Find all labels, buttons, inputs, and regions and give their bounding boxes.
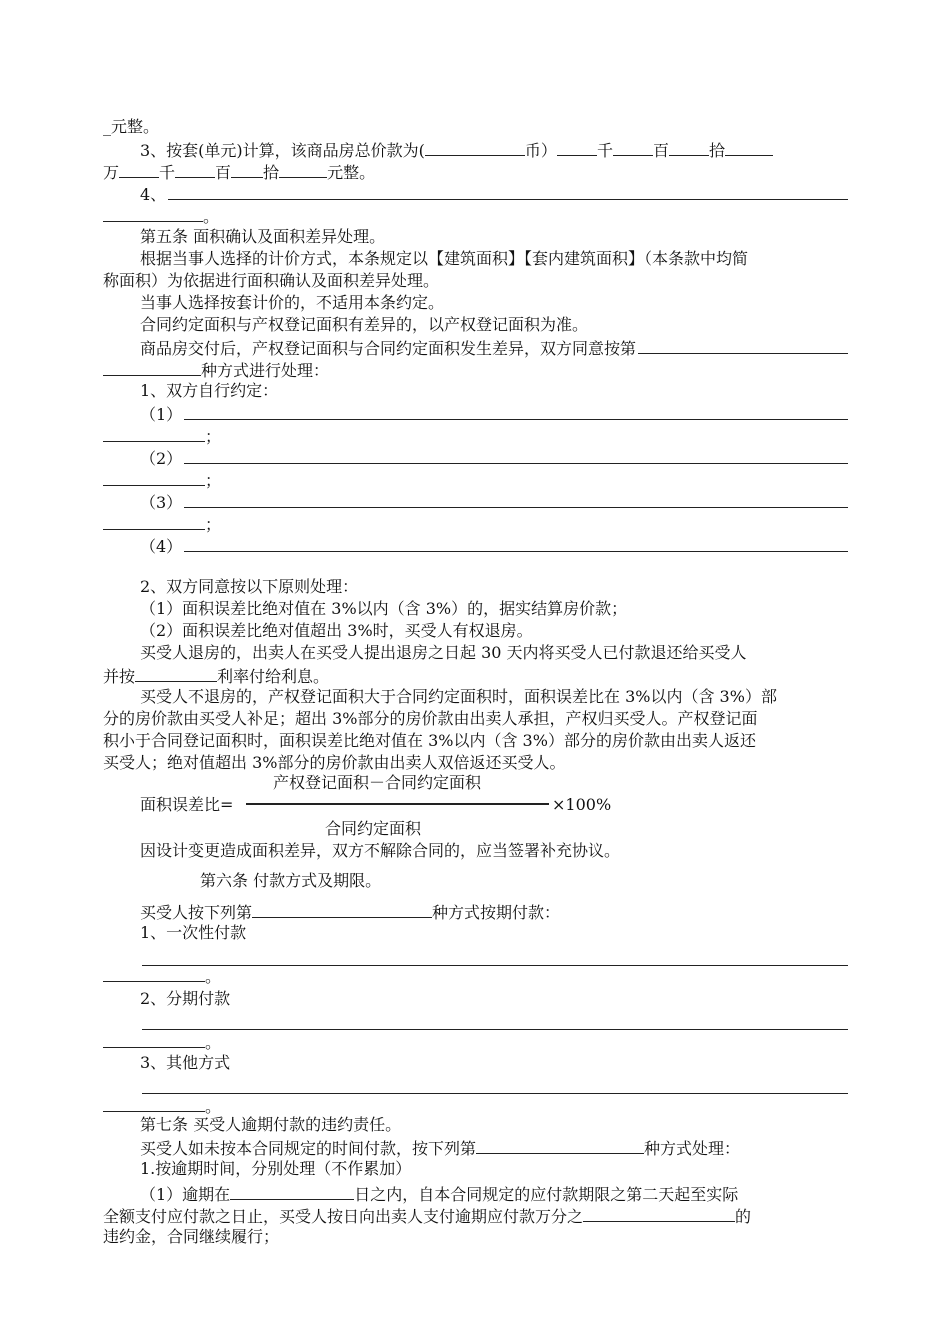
- payment-1-cont: 。: [103, 964, 848, 988]
- keep-para-d: 买受人；绝对值超出 3%部分的房价款由出卖人双倍返还买受人。: [103, 753, 566, 772]
- refund-para-a: 买受人退房的，出卖人在买受人提出退房之日起 30 天内将买受人已付款退还给买受人: [140, 643, 747, 662]
- blank[interactable]: [103, 204, 203, 222]
- keep-para-c: 积小于合同登记面积时，面积误差比绝对值在 3%以内（含 3%）部分的房价款由出卖人返还: [103, 731, 756, 750]
- blank[interactable]: [103, 964, 205, 982]
- blank-sub-4[interactable]: [184, 534, 848, 552]
- blank-sub-2[interactable]: [184, 446, 848, 464]
- payment-3: 3、其他方式: [140, 1053, 231, 1072]
- payment-3-cont: 。: [103, 1094, 848, 1118]
- blank[interactable]: [725, 138, 773, 156]
- a7-para-1: 买受人如未按本合同规定的时间付款，按下列第 种方式处理：: [140, 1136, 848, 1160]
- option-2: 2、双方同意按以下原则处理：: [140, 577, 359, 596]
- blank[interactable]: [119, 160, 159, 178]
- formula-numerator: 产权登记面积－合同约定面积: [273, 773, 482, 792]
- payment-2-cont: 。: [103, 1030, 848, 1054]
- blank-method-number[interactable]: [638, 336, 848, 354]
- blank-late-method[interactable]: [476, 1136, 644, 1154]
- a5-para-4b: 种方式进行处理：: [103, 358, 848, 382]
- a5-para-4a: 商品房交付后，产权登记面积与合同约定面积发生差异，双方同意按第: [140, 336, 848, 360]
- blank[interactable]: [103, 1030, 205, 1048]
- blank[interactable]: [669, 138, 709, 156]
- formula-multiplier: ×100%: [552, 795, 612, 814]
- sub-item-1-cont: ；: [103, 424, 848, 448]
- payment-2-blank: [140, 1012, 848, 1030]
- keep-para-a: 买受人不退房的，产权登记面积大于合同约定面积时，面积误差比在 3%以内（含 3%）部: [140, 687, 777, 706]
- a7-para-2: 1.按逾期时间，分别处理（不作累加）: [140, 1159, 412, 1178]
- blank-payment-3[interactable]: [142, 1076, 848, 1094]
- blank[interactable]: [103, 358, 201, 376]
- a7-para-5: 违约金，合同继续履行；: [103, 1227, 280, 1246]
- option-2-rule-2: （2）面积误差比绝对值超出 3%时，买受人有权退房。: [140, 621, 533, 640]
- line-price-by-unit: 3、按套(单元)计算，该商品房总价款为( 币） 千 百 拾: [140, 138, 848, 162]
- line-item-4-cont: 。: [103, 204, 848, 228]
- sub-item-1: （1）: [140, 402, 848, 426]
- article-7-title: 第七条 买受人逾期付款的违约责任。: [140, 1115, 402, 1134]
- a7-para-4: 全额支付应付款之日止，买受人按日向出卖人支付逾期应付款万分之 的: [103, 1204, 848, 1228]
- a6-para-1: 买受人按下列第 种方式按期付款：: [140, 900, 848, 924]
- option-1: 1、双方自行约定：: [140, 381, 279, 400]
- blank-item-4[interactable]: [168, 182, 848, 200]
- option-2-rule-1: （1）面积误差比绝对值在 3%以内（含 3%）的，据实结算房价款；: [140, 599, 628, 618]
- refund-para-b: 并按 利率付给利息。: [103, 664, 848, 688]
- formula-label: 面积误差比=: [140, 795, 234, 814]
- a5-para-3: 合同约定面积与产权登记面积有差异的，以产权登记面积为准。: [140, 315, 589, 334]
- formula-fraction-bar: [246, 803, 549, 805]
- article-6-title: 第六条 付款方式及期限。: [200, 871, 382, 890]
- keep-para-b: 分的房价款由买受人补足；超出 3%部分的房价款由出卖人承担，产权归买受人。产权登记面: [103, 709, 758, 728]
- sub-item-4: （4）: [140, 534, 848, 558]
- blank[interactable]: [613, 138, 653, 156]
- a5-para-2: 当事人选择按套计价的，不适用本条约定。: [140, 293, 445, 312]
- line-wan-qian: 万 千 百 拾 元整。: [103, 160, 848, 184]
- sub-item-3: （3）: [140, 490, 848, 514]
- blank-sub-1[interactable]: [184, 402, 848, 420]
- article-5-title: 第五条 面积确认及面积差异处理。: [140, 227, 386, 246]
- blank-payment-method[interactable]: [252, 900, 432, 918]
- formula-denominator: 合同约定面积: [325, 819, 422, 838]
- sub-item-3-cont: ；: [103, 512, 848, 536]
- blank-sub-3[interactable]: [184, 490, 848, 508]
- payment-3-blank: [140, 1076, 848, 1094]
- sub-item-2: （2）: [140, 446, 848, 470]
- blank-payment-2[interactable]: [142, 1012, 848, 1030]
- blank-days[interactable]: [230, 1182, 354, 1200]
- a5-para-1a: 根据当事人选择的计价方式，本条规定以【建筑面积】【套内建筑面积】（本条款中均简: [140, 249, 749, 268]
- blank-interest-rate[interactable]: [135, 664, 217, 682]
- blank-currency[interactable]: [425, 138, 525, 156]
- blank[interactable]: [175, 160, 215, 178]
- blank[interactable]: [103, 468, 205, 486]
- line-yuan-zheng: _元整。: [103, 117, 160, 136]
- blank[interactable]: [103, 512, 205, 530]
- blank[interactable]: [103, 424, 205, 442]
- a7-para-3: （1）逾期在 日之内，自本合同规定的应付款期限之第二天起至实际: [140, 1182, 848, 1206]
- blank[interactable]: [231, 160, 263, 178]
- payment-2: 2、分期付款: [140, 989, 231, 1008]
- blank[interactable]: [279, 160, 327, 178]
- blank[interactable]: [557, 138, 597, 156]
- design-change-para: 因设计变更造成面积差异，双方不解除合同的，应当签署补充协议。: [140, 841, 621, 860]
- sub-item-2-cont: ；: [103, 468, 848, 492]
- a5-para-1b: 称面积）为依据进行面积确认及面积差异处理。: [103, 271, 440, 290]
- payment-1: 1、一次性付款: [140, 923, 247, 942]
- blank-rate[interactable]: [583, 1204, 735, 1222]
- line-item-4: 4、: [140, 182, 848, 206]
- blank[interactable]: [103, 1094, 205, 1112]
